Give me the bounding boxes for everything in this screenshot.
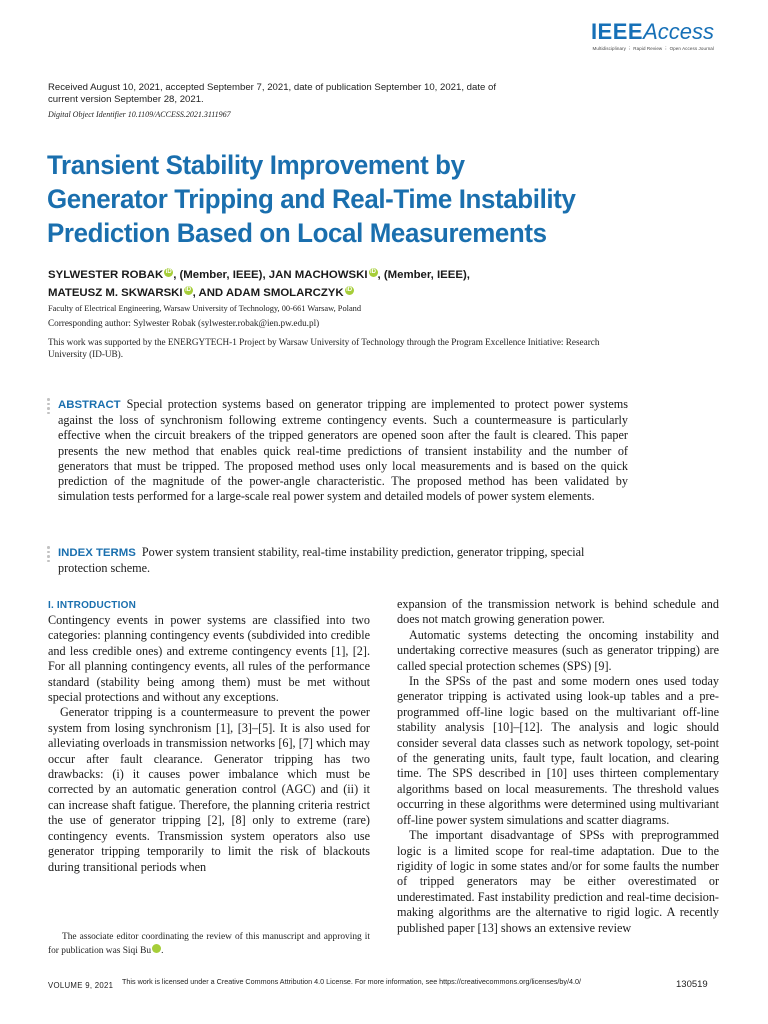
received-dates: Received August 10, 2021, accepted September 7, 2021, date of publication September 10, 2021, date of current version September 28, 2021. — [48, 82, 497, 105]
journal-tagline: Multidisciplinary ⋮ Rapid Review ⋮ Open Access Journal — [592, 46, 714, 51]
footnote: The associate editor coordinating the review of this manuscript and approving it for publication was Siqi Bu iD. — [48, 932, 370, 957]
paragraph: In the SPSs of the past and some modern ones used today generator tripping is activated using look-up tables and a pre-programmed off-line logic based on the multivariant off-line stability analysis [10]–[12]. The analysis and logic should consider several data classes such as network topology, set-point of the generating units, fault type, fault location, and clearing time. The SPS described in [10] uses thirteen complementary algorithms based on local measurements. The threshold values occurring in these algorithms were determined using multivariant off-line power system simulations and scatter diagrams. — [397, 674, 719, 827]
paragraph: Generator tripping is a countermeasure to prevent the power system from losing synchronism [1], [3]–[5]. It is also used for alleviating overloads in transmission networks [6], [7] which may occur after fault clearance. Generator tripping has two drawbacks: (i) it causes power imbalance which must be corrected by an automatic generation control (AGC) and (ii) it can increase shaft fatigue. Therefore, the planning criteria restrict the use of generator tripping [2], [8] only to extreme (rare) contingency events. Transmission system operators also use generator tripping temporarily to limit the risk of blackouts during transitional periods when — [48, 705, 370, 874]
paragraph: Contingency events in power systems are classified into two categories: planning contingency events (subdivided into credible and less credible ones) and extreme contingency events [1], [2]. For all planning contingency events, all rules of the performance standard (stability being among them) must be met without special protections and without any exceptions. — [48, 613, 370, 705]
index-terms-marker-icon — [47, 546, 50, 564]
orcid-icon[interactable]: iD — [152, 944, 161, 953]
author-name: MATEUSZ M. SKWARSKI — [48, 286, 183, 299]
footnote-text: The associate editor coordinating the review of this manuscript and approving it for publication was Siqi Bu — [48, 932, 370, 957]
orcid-icon[interactable]: iD — [185, 286, 192, 293]
paragraph: Automatic systems detecting the oncoming instability and undertaking corrective measures (such as generator tripping) are called special protection schemes (SPS) [9]. — [397, 627, 719, 673]
author-name: ADAM SMOLARCZYK — [225, 286, 344, 299]
journal-logo — [591, 20, 714, 52]
author-note: , (Member, IEEE), — [173, 269, 269, 281]
orcid-icon[interactable]: iD — [346, 286, 353, 293]
abstract — [58, 397, 628, 504]
abstract-text: Special protection systems based on generator tripping are implemented to protect power systems against the loss of synchronism following extreme contingency events. Such a countermeasure is particularly effective when the circuit breakers of the tripped generators are opened soon after the fault is cleared. This paper presents the new method that enables quick real-time predictions of transient instability and the number of generators that must be tripped. The proposed method uses only local measurements and is based on the quick prediction of the magnitude of the power-angle characteristic. The proposed method has been validated by simulation tests performed for a large-scale real power system and detailed models of power system elements. — [58, 397, 628, 504]
section-heading: I. INTRODUCTION — [48, 600, 136, 611]
index-terms — [58, 545, 628, 576]
funding-statement: This work was supported by the ENERGYTECH-1 Project by Warsaw University of Technology through the Program Excellence Initiative: Research University (ID-UB). — [48, 337, 600, 359]
page-number: 130519 — [676, 979, 708, 990]
abstract-marker-icon — [47, 398, 50, 416]
affiliation: Faculty of Electrical Engineering, Warsaw University of Technology, 00-661 Warsaw, Poland — [48, 304, 362, 313]
doi: Digital Object Identifier 10.1109/ACCESS.2021.3111967 — [48, 110, 231, 119]
journal-name-italic: Access — [643, 19, 714, 44]
author-list — [48, 267, 688, 302]
author-name: JAN MACHOWSKI — [268, 269, 368, 281]
author-note: , (Member, IEEE), — [377, 269, 470, 281]
author-name: SYLWESTER ROBAK — [48, 269, 164, 281]
paper-title: Transient Stability Improvement by Generator Tripping and Real-Time Instability Prediction Based on Local Measurements — [47, 150, 576, 248]
right-column — [397, 597, 719, 936]
corresponding-author: Corresponding author: Sylwester Robak (sylwester.robak@ien.pw.edu.pl) — [48, 318, 320, 328]
footer-license[interactable]: This work is licensed under a Creative Commons Attribution 4.0 License. For more information, see https://creativecommons.org/licenses/by/4.0/ — [122, 977, 582, 986]
index-terms-label: INDEX TERMS — [58, 547, 136, 559]
paragraph: expansion of the transmission network is behind schedule and does not match growing generation power. — [397, 597, 719, 627]
index-terms-text: Power system transient stability, real-time instability prediction, generator tripping, special protection scheme. — [58, 545, 585, 576]
author-note: , AND — [192, 286, 226, 299]
paragraph: The important disadvantage of SPSs with preprogrammed logic is a limited scope for real-time adaptation. Due to the rigidity of logic in some states and/or for some faults the number of tripped generators may be either overestimated or underestimated. Fast instability prediction and real-time decision-making algorithms are the alternative to rigid logic. A recently published paper [13] shows an extensive review — [397, 828, 719, 935]
left-column — [48, 598, 370, 875]
footer-volume: VOLUME 9, 2021 — [48, 981, 114, 990]
orcid-icon[interactable]: iD — [165, 269, 172, 276]
orcid-icon[interactable]: iD — [370, 269, 376, 276]
abstract-label: ABSTRACT — [58, 399, 121, 411]
journal-name-bold: IEEE — [590, 19, 644, 44]
